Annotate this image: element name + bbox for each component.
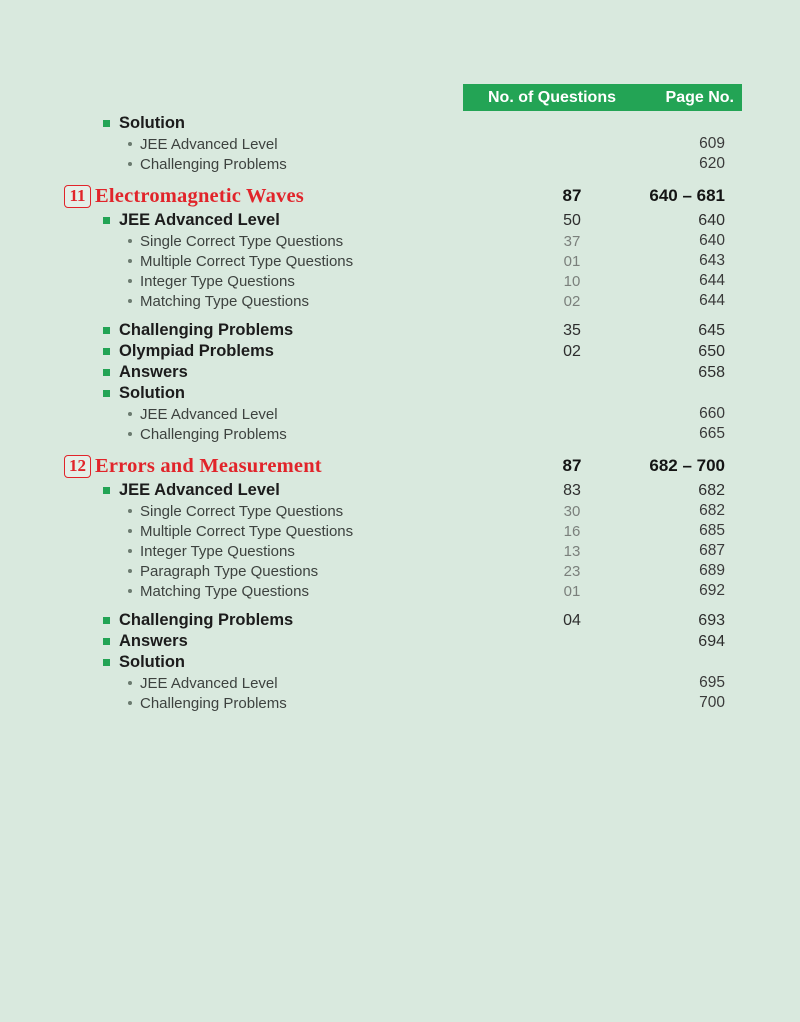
row-label-cell <box>64 156 502 173</box>
page-number: 644 <box>699 272 725 289</box>
chapter-title: Errors and Measurement <box>95 454 322 477</box>
row-label-cell <box>64 455 502 478</box>
questions-count: 01 <box>563 252 581 270</box>
row-label-cell <box>64 695 502 712</box>
row-label: Single Correct Type Questions <box>140 232 344 250</box>
questions-count: 30 <box>563 502 581 520</box>
section-row <box>64 480 742 501</box>
sub-item-row <box>64 424 742 444</box>
chapter-number-box: 11 <box>64 185 91 208</box>
row-label-cell <box>64 363 502 382</box>
chapter-number-box: 12 <box>64 455 91 478</box>
page-number: 640 <box>698 211 725 229</box>
row-label: Solution <box>119 653 185 671</box>
page-column-header: Page No. <box>665 88 734 106</box>
page-number: 700 <box>699 694 725 711</box>
bullet-dot-icon <box>128 162 132 166</box>
row-label: Challenging Problems <box>140 694 287 712</box>
sub-item-row <box>64 404 742 424</box>
bullet-dot-icon <box>128 701 132 705</box>
questions-count: 02 <box>563 292 581 310</box>
questions-count: 35 <box>563 321 581 339</box>
row-label: Challenging Problems <box>140 425 287 443</box>
sub-item-row <box>64 154 742 174</box>
page-number: 682 – 700 <box>649 456 725 475</box>
questions-count: 13 <box>563 542 581 560</box>
section-row <box>64 210 742 231</box>
section-row <box>64 341 742 362</box>
chapter-row <box>64 452 742 480</box>
sub-item-row <box>64 521 742 541</box>
row-label-cell <box>64 185 502 208</box>
row-label-cell <box>64 543 502 560</box>
page-number: 692 <box>699 582 725 599</box>
questions-count: 02 <box>563 342 581 360</box>
page-number: 643 <box>699 252 725 269</box>
row-label: Matching Type Questions <box>140 582 309 600</box>
bullet-square-icon <box>103 638 110 645</box>
questions-count: 23 <box>563 562 581 580</box>
bullet-dot-icon <box>128 299 132 303</box>
row-label: Multiple Correct Type Questions <box>140 252 354 270</box>
table-header-bar <box>463 84 742 111</box>
row-label: Challenging Problems <box>119 611 294 629</box>
table-of-contents <box>64 84 742 713</box>
row-label-cell <box>64 632 502 651</box>
bullet-dot-icon <box>128 142 132 146</box>
page-number: 687 <box>699 542 725 559</box>
bullet-dot-icon <box>128 569 132 573</box>
row-label-cell <box>64 563 502 580</box>
row-label-cell <box>64 406 502 423</box>
bullet-dot-icon <box>128 589 132 593</box>
bullet-square-icon <box>103 327 110 334</box>
page-number: 694 <box>698 632 725 650</box>
questions-count: 87 <box>562 456 582 475</box>
questions-count: 01 <box>563 582 581 600</box>
sub-item-row <box>64 673 742 693</box>
questions-column-header: No. of Questions <box>488 88 616 106</box>
bullet-square-icon <box>103 487 110 494</box>
row-label-cell <box>64 342 502 361</box>
sub-item-row <box>64 134 742 154</box>
page-number: 682 <box>699 502 725 519</box>
page-number: 620 <box>699 155 725 172</box>
page-number: 693 <box>698 611 725 629</box>
sub-item-row <box>64 251 742 271</box>
questions-count: 83 <box>563 481 581 499</box>
page-number: 682 <box>698 481 725 499</box>
bullet-square-icon <box>103 217 110 224</box>
row-label: Answers <box>119 363 188 381</box>
row-label: Integer Type Questions <box>140 542 295 560</box>
row-label-cell <box>64 653 502 672</box>
row-label-cell <box>64 583 502 600</box>
bullet-square-icon <box>103 617 110 624</box>
sub-item-row <box>64 561 742 581</box>
row-label-cell <box>64 503 502 520</box>
section-row <box>64 320 742 341</box>
bullet-dot-icon <box>128 681 132 685</box>
row-label: Challenging Problems <box>140 155 287 173</box>
bullet-dot-icon <box>128 432 132 436</box>
row-label: Answers <box>119 632 188 650</box>
sub-item-row <box>64 231 742 251</box>
row-label: Solution <box>119 114 185 132</box>
row-label: Challenging Problems <box>119 321 294 339</box>
row-label-cell <box>64 211 502 230</box>
bullet-dot-icon <box>128 549 132 553</box>
row-label: JEE Advanced Level <box>140 135 278 153</box>
page-number: 609 <box>699 135 725 152</box>
section-row <box>64 362 742 383</box>
page-number: 689 <box>699 562 725 579</box>
page-number: 645 <box>698 321 725 339</box>
sub-item-row <box>64 581 742 601</box>
questions-count: 37 <box>563 232 581 250</box>
row-label-cell <box>64 611 502 630</box>
sub-item-row <box>64 271 742 291</box>
page-number: 660 <box>699 405 725 422</box>
row-label-cell <box>64 114 502 133</box>
row-label-cell <box>64 675 502 692</box>
row-label-cell <box>64 426 502 443</box>
row-label: JEE Advanced Level <box>140 405 278 423</box>
bullet-square-icon <box>103 120 110 127</box>
row-label: Matching Type Questions <box>140 292 309 310</box>
chapter-title: Electromagnetic Waves <box>95 184 304 207</box>
bullet-square-icon <box>103 659 110 666</box>
row-label: JEE Advanced Level <box>119 481 280 499</box>
bullet-dot-icon <box>128 239 132 243</box>
bullet-dot-icon <box>128 509 132 513</box>
row-label: Integer Type Questions <box>140 272 295 290</box>
row-label-cell <box>64 293 502 310</box>
row-label: Solution <box>119 384 185 402</box>
page-number: 658 <box>698 363 725 381</box>
sub-item-row <box>64 501 742 521</box>
row-label-cell <box>64 523 502 540</box>
page-number: 650 <box>698 342 725 360</box>
questions-count: 16 <box>563 522 581 540</box>
row-label-cell <box>64 233 502 250</box>
questions-count: 04 <box>563 611 581 629</box>
section-row <box>64 652 742 673</box>
row-label-cell <box>64 136 502 153</box>
row-label-cell <box>64 253 502 270</box>
questions-count: 10 <box>563 272 581 290</box>
bullet-square-icon <box>103 390 110 397</box>
bullet-dot-icon <box>128 259 132 263</box>
row-label: Single Correct Type Questions <box>140 502 344 520</box>
section-row <box>64 113 742 134</box>
section-row <box>64 610 742 631</box>
sub-item-row <box>64 541 742 561</box>
sub-item-row <box>64 291 742 311</box>
toc-rows <box>64 113 742 713</box>
page-number: 685 <box>699 522 725 539</box>
bullet-dot-icon <box>128 529 132 533</box>
row-label-cell <box>64 481 502 500</box>
sub-item-row <box>64 693 742 713</box>
row-label-cell <box>64 321 502 340</box>
page-number: 640 <box>699 232 725 249</box>
page-number: 644 <box>699 292 725 309</box>
section-row <box>64 631 742 652</box>
row-label: Olympiad Problems <box>119 342 274 360</box>
row-label-cell <box>64 273 502 290</box>
chapter-row <box>64 182 742 210</box>
row-label: JEE Advanced Level <box>140 674 278 692</box>
questions-count: 87 <box>562 186 582 205</box>
section-row <box>64 383 742 404</box>
bullet-square-icon <box>103 369 110 376</box>
bullet-dot-icon <box>128 412 132 416</box>
row-label: Paragraph Type Questions <box>140 562 319 580</box>
row-label: JEE Advanced Level <box>119 211 280 229</box>
row-label-cell <box>64 384 502 403</box>
page-number: 665 <box>699 425 725 442</box>
page-number: 640 – 681 <box>649 186 725 205</box>
questions-count: 50 <box>563 211 581 229</box>
bullet-square-icon <box>103 348 110 355</box>
bullet-dot-icon <box>128 279 132 283</box>
row-label: Multiple Correct Type Questions <box>140 522 354 540</box>
page-number: 695 <box>699 674 725 691</box>
